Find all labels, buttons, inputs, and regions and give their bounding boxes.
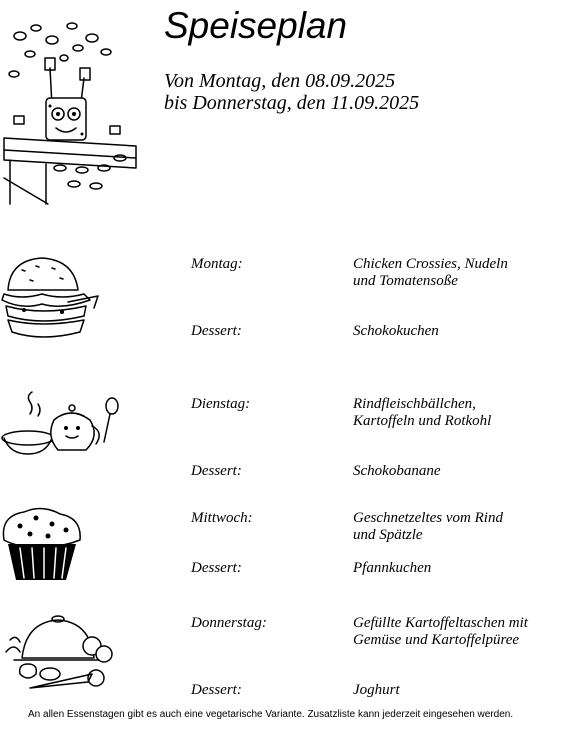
menu-dish-line: und Spätzle	[353, 527, 423, 543]
menu-dish-line: Chicken Crossies, Nudeln	[353, 256, 508, 272]
menu-dessert-label: Dessert:	[191, 682, 242, 698]
cloche-vegetables-icon	[0, 612, 118, 692]
menu-dish-line: Geschnetzeltes vom Rind	[353, 510, 503, 526]
date-range-end: bis Donnerstag, den 11.09.2025	[164, 92, 420, 114]
muffin-icon	[0, 506, 84, 586]
menu-dish	[353, 510, 565, 544]
menu-day-label: Mittwoch:	[191, 510, 253, 526]
menu-day-label: Montag:	[191, 256, 243, 272]
menu-dish	[353, 256, 565, 290]
vegetarian-note: An allen Essenstagen gibt es auch eine vegetarische Variante. Zusatzliste kann jederzeit eingesehen werden.	[28, 709, 514, 720]
menu-dish-line: Kartoffeln und Rotkohl	[353, 413, 492, 429]
menu-dish	[353, 615, 565, 649]
cartoon-cook-icon	[0, 18, 140, 208]
soup-teapot-icon	[0, 396, 122, 462]
menu-day-label: Donnerstag:	[191, 615, 267, 631]
menu-dessert: Schokobanane	[353, 463, 441, 479]
menu-dessert-label: Dessert:	[191, 323, 242, 339]
menu-dessert: Schokokuchen	[353, 323, 439, 339]
menu-dish-line: Gefüllte Kartoffeltaschen mit	[353, 615, 528, 631]
page-title: Speiseplan	[164, 5, 348, 46]
menu-dish	[353, 396, 565, 430]
menu-dessert-label: Dessert:	[191, 560, 242, 576]
menu-dessert: Joghurt	[353, 682, 400, 698]
menu-dish-line: Gemüse und Kartoffelpüree	[353, 632, 520, 648]
menu-dish-line: Rindfleischbällchen,	[353, 396, 476, 412]
menu-dish-line: und Tomatensoße	[353, 273, 458, 289]
burger-icon	[2, 254, 102, 344]
menu-dessert: Pfannkuchen	[353, 560, 432, 576]
menu-dessert-label: Dessert:	[191, 463, 242, 479]
date-range-start: Von Montag, den 08.09.2025	[164, 70, 396, 92]
menu-day-label: Dienstag:	[191, 396, 251, 412]
